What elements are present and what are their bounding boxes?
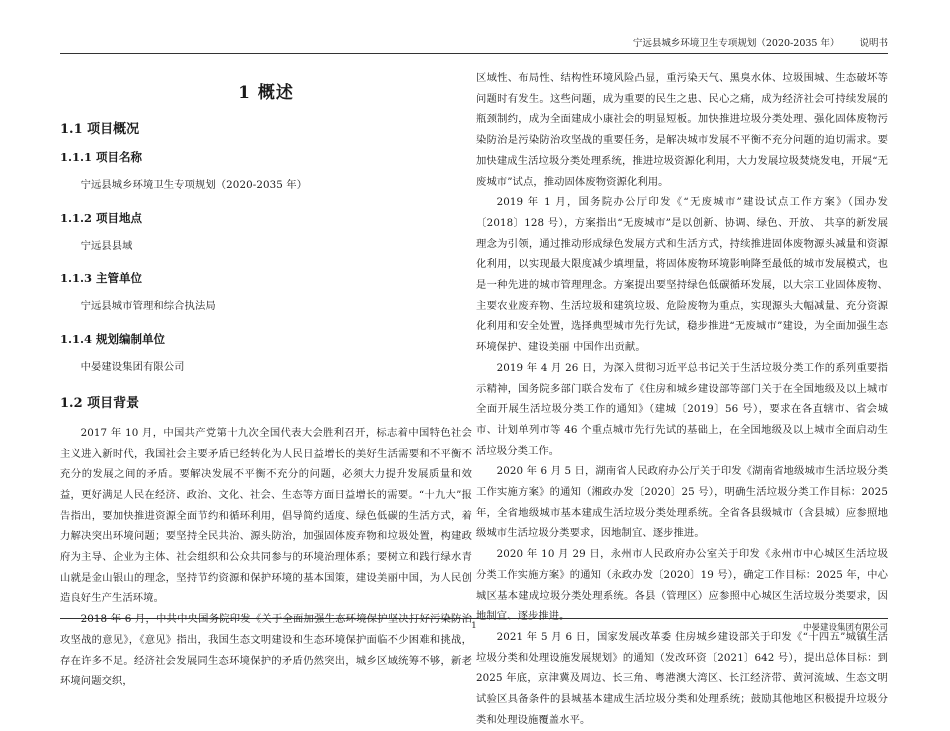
project-name-text: 宁远县城乡环境卫生专项规划（2020-2035 年） (80, 179, 308, 191)
header-doc-title: 宁远县城乡环境卫生专项规划（2020-2035 年） (632, 38, 840, 49)
background-paragraph: 区域性、布局性、结构性环境风险凸显，重污染天气、黑臭水体、垃圾围城、生态破坏等问题时有发生。这些问题，成为重要的民生之患、民心之痛，成为经济社会可持续发展的瓶颈制约，成为全面建成小康社会的明显短板。加快推进垃圾分类处理、强化固体废物污染防治是污染防治攻坚战的重要任务，是解决城市发展不平衡不充分问题的迫切需求。要加快建成生活垃圾分类处理系统，推进垃圾资源化利用，大力发展垃圾焚烧发电，开展“无废城市”试点，推动固体废物资源化利用。 (476, 72, 888, 188)
planner-text: 中晏建设集团有限公司 (80, 361, 185, 374)
page-header (60, 35, 888, 54)
section-heading-1-2: 1.2 项目背景 (60, 395, 140, 411)
background-paragraph: 2018 年 6 月，中共中央国务院印发《关于全面加强生态环境保护坚决打好污染防治攻坚战的意见》，《意见》指出，我国生态文明建设和生态环境保护面临不少困难和挑战，存在许多不足。经济社会发展同生态环境保护的矛盾仍然突出，城乡区域统筹不够，新老环境问题交织， (60, 613, 472, 688)
background-paragraph: 2019 年 4 月 26 日，为深入贯彻习近平总书记关于生活垃圾分类工作的系列重要指示精神，国务院多部门联合发布了《住房和城乡建设部等部门关于在全国地级及以上城市全面开展生活垃圾分类工作的通知》（建城〔2019〕56 号），要求在各直辖市、省会城市、计划单列市等 46 个重点城市先行先试的基础上，在全国地级及以上城市全面启动生活垃圾分类工作。 (476, 361, 888, 457)
background-paragraph: 2021 年 5 月 6 日，国家发展改革委 住房城乡建设部关于印发《“十四五”城镇生活垃圾分类和处理设施发展规划》的通知（发改环资〔2021〕642 号），提出总体目标：到 2025 年底，京津冀及周边、长三角、粤港澳大湾区、长江经济带、黄河流域、生态文明试验区具备条件的县城基本建成生活垃圾分类和处理系统；鼓励其他地区积极提升垃圾分类和处理设施覆盖水平。 (476, 630, 888, 726)
section-heading-1-1-4: 1.1.4 规划编制单位 (60, 332, 166, 347)
section-heading-1-1-1: 1.1.1 项目名称 (60, 150, 143, 164)
background-paragraph: 2019 年 1 月，国务院办公厅印发《“无废城市”建设试点工作方案》（国办发〔2018〕128 号），方案指出“无废城市”是以创新、协调、绿色、开放、 共享的新发展理念为引领，通过推动形成绿色发展方式和生活方式，持续推进固体废物源头减量和资源化利用，以实现最大限度减少填埋量，将固体废物环境影响降至最低的城市发展模式，也是一种先进的城市管理理念。方案提出要坚持绿色低碳循环发展，以大宗工业固体废物、主要农业废弃物、生活垃圾和建筑垃圾、危险废物为重点，实现源头大幅减量、充分资源化利用和安全处置，选择典型城市先行先试，稳步推进“无废城市”建设，为全面加强生态环境保护、建设美丽 中国作出贡献。 (476, 196, 888, 354)
background-paragraph: 2017 年 10 月，中国共产党第十九次全国代表大会胜利召开，标志着中国特色社会主义进入新时代，我国社会主要矛盾已经转化为人民日益增长的美好生活需要和不平衡不充分的发展之间的矛盾。要解决发展不平衡不充分的问题，必须大力提升发展质量和效益，更好满足人民在经济、政治、文化、社会、生态等方面日益增长的需要。“十九大”报告指出，要加快推进资源全面节约和循环利用，倡导简约适度、绿色低碳的生活方式，着力解决突出环境问题；要坚持全民共治、源头防治，加强固体废弃物和垃圾处置，构建政府为主导、企业为主体、社会组织和公众共同参与的环境治理体系；要树立和践行绿水青山就是金山银山的理念，坚持节约资源和保护环境的基本国策，建设美丽中国，为人民创造良好生产生活环境。 (60, 426, 472, 605)
section-heading-1-1-2: 1.1.2 项目地点 (60, 210, 143, 225)
background-paragraph: 2020 年 6 月 5 日，湖南省人民政府办公厅关于印发《湖南省地级城市生活垃圾分类工作实施方案》的通知（湘政办发〔2020〕25 号），明确生活垃圾分类工作目标：2025 年，全省地级城市基本建成生活垃圾分类处理系统。全省各县级城市（含县城）应参照地级城市生活垃圾分类要求，因地制宜、逐步推进。 (476, 465, 888, 540)
left-column (60, 68, 472, 692)
footer-org: 中晏建设集团有限公司 (802, 623, 888, 633)
chapter-title: 1 概述 (238, 83, 294, 103)
section-heading-1-1-3: 1.1.3 主管单位 (60, 271, 143, 286)
project-location-text: 宁远县县域 (80, 239, 133, 252)
header-doc-type: 说明书 (859, 38, 888, 49)
page-number: 1 (471, 621, 477, 631)
background-paragraph: 2020 年 10 月 29 日，永州市人民政府办公室关于印发《永州市中心城区生活垃圾分类工作实施方案》的通知（永政办发〔2020〕19 号），确定工作目标：2025 年，中心城区基本建成垃圾分类处理系统。各县（管理区）应参照中心城区生活垃圾分类要求，因地制宜、逐步推进。 (476, 548, 888, 623)
authority-text: 宁远县城市管理和综合执法局 (80, 300, 216, 313)
section-heading-1-1: 1.1 项目概况 (60, 122, 140, 137)
page-footer (60, 618, 888, 632)
